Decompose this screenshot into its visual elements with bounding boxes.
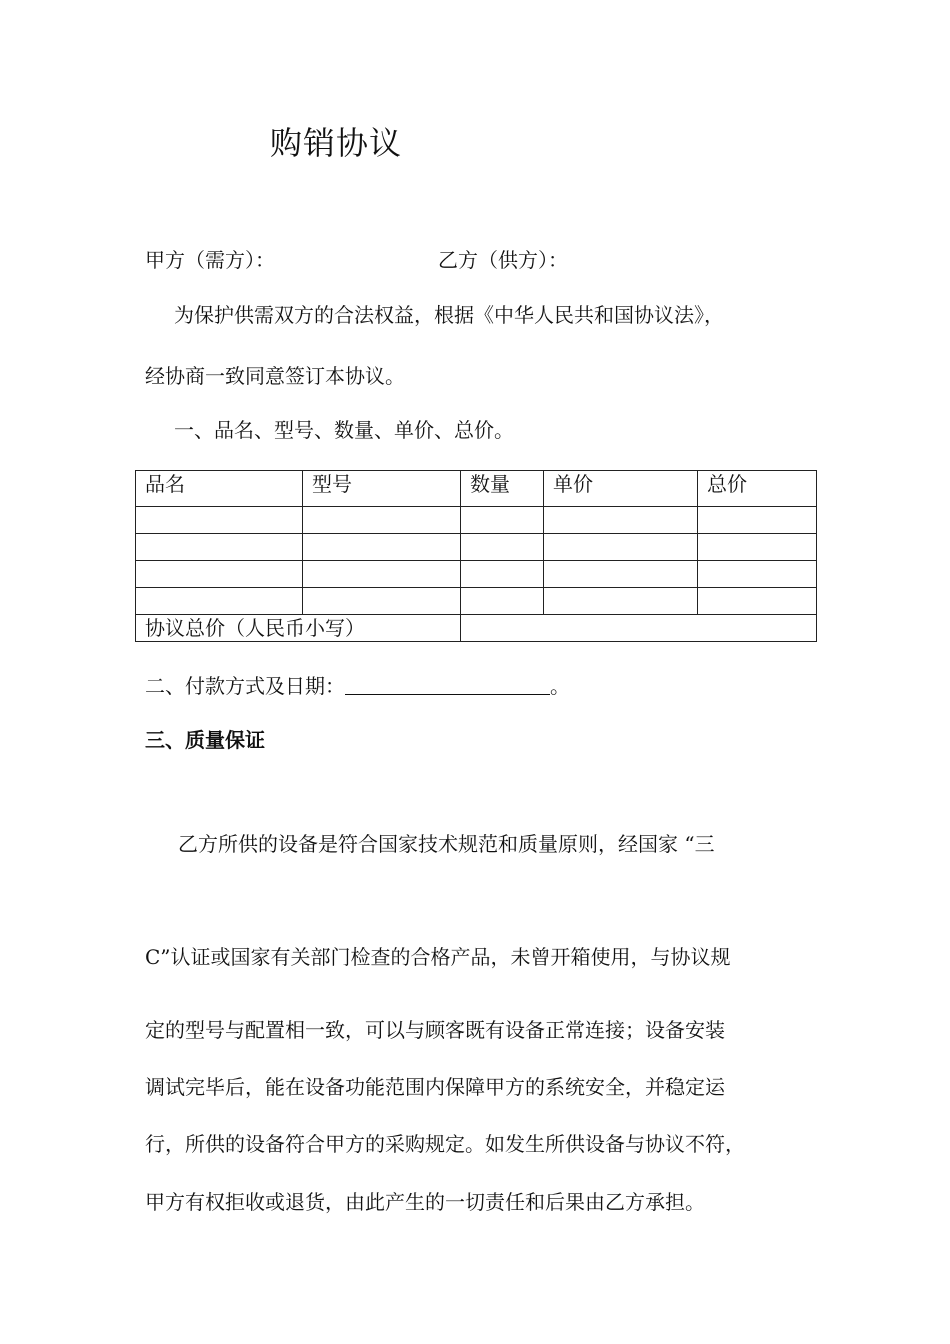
table-cell bbox=[461, 534, 544, 561]
table-cell bbox=[544, 561, 698, 588]
table-cell bbox=[461, 561, 544, 588]
header-cell-name: 品名 bbox=[136, 471, 303, 507]
payment-blank-line bbox=[345, 674, 550, 695]
section-2-line bbox=[145, 670, 570, 699]
header-cell-model: 型号 bbox=[303, 471, 461, 507]
section-3-heading: 三、质量保证 bbox=[145, 728, 265, 752]
table-cell bbox=[303, 561, 461, 588]
intro-line-2: 经协商一致同意签订本协议。 bbox=[145, 364, 405, 388]
total-price-label: 协议总价（人民币小写） bbox=[136, 615, 461, 642]
header-cell-unit-price: 单价 bbox=[544, 471, 698, 507]
party-a-label: 甲方（需方）： bbox=[145, 248, 275, 272]
quality-line-5: 行，所供的设备符合甲方的采购规定。如发生所供设备与协议不符， bbox=[145, 1132, 745, 1156]
quality-line-4: 调试完毕后，能在设备功能范围内保障甲方的系统安全，并稳定运 bbox=[145, 1075, 725, 1099]
quality-line-2: C”认证或国家有关部门检查的合格产品，未曾开箱使用，与协议规 bbox=[145, 945, 731, 969]
table-row bbox=[136, 534, 817, 561]
section-2-label: 二、付款方式及日期： bbox=[145, 674, 345, 698]
header-cell-total-price: 总价 bbox=[698, 471, 817, 507]
table-cell bbox=[136, 534, 303, 561]
table-cell bbox=[698, 534, 817, 561]
table-cell bbox=[544, 534, 698, 561]
document-title: 购销协议 bbox=[270, 124, 403, 162]
table-cell bbox=[698, 507, 817, 534]
party-b-label: 乙方（供方）： bbox=[438, 248, 568, 272]
table-row bbox=[136, 561, 817, 588]
quality-line-1: 乙方所供的设备是符合国家技术规范和质量原则，经国家 “三 bbox=[178, 832, 715, 856]
table-cell bbox=[544, 588, 698, 615]
table-total-row bbox=[136, 615, 817, 642]
table-cell bbox=[698, 588, 817, 615]
table-row bbox=[136, 588, 817, 615]
table-cell bbox=[303, 507, 461, 534]
quality-line-6: 甲方有权拒收或退货，由此产生的一切责任和后果由乙方承担。 bbox=[145, 1190, 705, 1214]
table-cell bbox=[544, 507, 698, 534]
table-cell bbox=[698, 561, 817, 588]
quality-line-3: 定的型号与配置相一致，可以与顾客既有设备正常连接；设备安装 bbox=[145, 1018, 725, 1042]
goods-table bbox=[135, 470, 817, 642]
table-cell bbox=[461, 507, 544, 534]
header-cell-quantity: 数量 bbox=[461, 471, 544, 507]
total-price-value bbox=[461, 615, 817, 642]
table-cell bbox=[136, 561, 303, 588]
table-cell bbox=[303, 588, 461, 615]
section-2-end: 。 bbox=[550, 674, 570, 698]
table-row bbox=[136, 507, 817, 534]
table-cell bbox=[461, 588, 544, 615]
table-header-row bbox=[136, 471, 817, 507]
table-cell bbox=[303, 534, 461, 561]
section-1-heading: 一、品名、型号、数量、单价、总价。 bbox=[174, 418, 514, 442]
table-cell bbox=[136, 588, 303, 615]
table-cell bbox=[136, 507, 303, 534]
intro-line-1: 为保护供需双方的合法权益，根据《中华人民共和国协议法》， bbox=[174, 303, 724, 327]
